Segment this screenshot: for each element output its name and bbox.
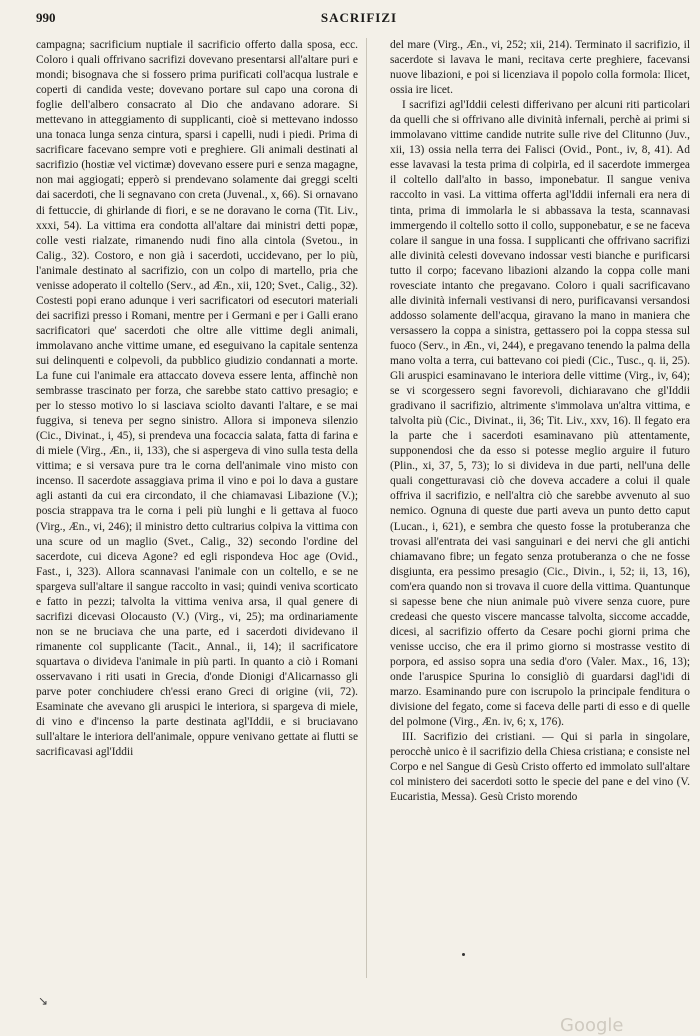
page-number: 990 [36,10,56,25]
ink-dot [462,953,465,956]
corner-mark: ↘ [38,994,49,1008]
left-column [36,38,358,760]
running-title: SACRIFIZI [320,10,398,25]
left-paragraph: campagna; sacrificium nuptiale il sacrificio offerto dalla sposa, ecc. Coloro i quali offrivano sacrifizi dovevano presentarsi all'altare puri e mondi; bisognava che si fossero prima purificati coll'acqua lustrale e coperti di candida veste; dovevano portare sul capo una corona di foglie dell'albero consacrato al Dio che andavano adorare. Si mettevano in atteggiamento di supplicanti, cioè si mettevano indosso una tonaca lunga senza cintura, sparsi i capelli, nudi i piedi. Prima di sacrificare facevano sempre voti e preghiere. Gli animali destinati al sacrifizio (hostiæ vel victimæ) dovevano essere puri e senza magagne, non mai aggiogati; epperò si prendevano solamente dai greggi scelti dai sacerdoti, che li segnavano con creta (Juvenal., x, 66). Si ornavano di fettuccie, di ghirlande di fiori, e se ne doravano le corna (Tit. Liv., xxxi, 54). La vittima era condotta all'altare dai ministri detti popæ, colle vesti rialzate, rimanendo nudi fino alla cintola (Svetou., in Calig., 32). Costoro, e non già i sacerdoti, uccidevano, per lo più, l'animale destinato al sacrifizio, con un colpo di martello, pria che venisse adoperato il coltello (Serv., ad Æn., xii, 120; Svet., Calig., 32). Costesti popi erano adunque i veri sacrificatori od esecutori materiali dei sacrifizi presso i Romani, mentre per i Germani e per i Galli erano sacrificatori que' sacerdoti che oltre alle vittime degli animali, immolavano anche vittime umane, ed eseguivano la capitale sentenza sui delinquenti e colpevoli, da pubblico giudizio condannati a morte. La fune cui l'animale era attaccato doveva essere lenta, affinchè non sembrasse trascinato per forza, che sarebbe stato cattivo presagio; e per lo stesso motivo lo si lasciava sciolto davanti l'altare, e se mai fuggiva, si teneva per segno sinistro. Allora si imponeva silenzio (Cic., Divinat., i, 45), si prendeva una focaccia salata, fatta di farina e di miele (Virg., Æn., ii, 133), che si aspergeva di vino sulla testa della vittima; e si versava pure tra le corna dell'animale vino misto con incenso. Il sacerdote assaggiava prima il vino e poi lo dava a gustare agli astanti da cui era circondato, il che chiamavasi Libazione (V.); poscia strappava tra le corna i peli più lunghi e li gettava al fuoco (Virg., Æn., vi, 246); il ministro detto cultrarius colpiva la vittima con una scure od un maglio (Svet., Calig., 32) secondo l'ordine del sacerdote, cui diceva Agone? ed egli rispondeva Hoc age (Ovid., Fast., i, 323). Allora scannavasi l'animale con un coltello, e se ne spargeva sull'altare il sangue raccolto in vasi; quindi veniva scorticato e fatto in pezzi; talvolta la vittima veniva arsa, il qual genere di sacrifizi dicevasi Olocausto (V.) (Virg., vi, 25); ma ordinariamente non se ne bruciava che una parte, ed i sacerdoti dividevano il rimanente col supplicante (Tacit., Annal., ii, 14); il sacrificatore squartava o divideva l'animale in più parti. In quanto a ciò i Romani osservavano i riti usati in Grecia, d'onde Dionigi d'Alicarnasso gli parve poter conchiudere ch'essi erano Greci di origine (vii, 72). Esaminate che avevano gli aruspici le interiora, si spargeva di miele, di vino e d'incenso la parte destinata agl'Iddii, e si bruciavano sull'altare le interiora dell'animale, oppure venivano gettate ai flutti se sacrificavasi agl'Iddii [36,39,358,759]
column-divider [366,38,367,978]
right-paragraph-2: I sacrifizi agl'Iddii celesti differivano per alcuni riti particolari da quelli che si offrivano alle divinità infernali, perchè ai primi si immolavano vittime candide nutrite sulle rive del Clitunno (Juv., xii, 13) ossia nella terra dei Falisci (Ovid., Pont., iv, 8, 41). Ad esse lavavasi la testa prima di colpirla, ed il sacerdote immergea il coltello dall'alto in basso, imponebatur. Il sangue veniva raccolto in vasi. La vittima offerta agl'Iddii infernali era nera di tinta, prima di immolarla le si abbassava la testa, scannavasi immergendo il coltello sotto il collo, supponebatur, e se ne faceva colare il sangue in una fossa. I supplicanti che offrivano sacrifizi alle divinità celesti dovevano indossar vesti bianche e purificarsi tutto il corpo; facevano libazioni alzando la coppa colle mani rovesciate intanto che pregavano. Coloro i quali sacrificavano alle divinità infernali vestivansi di nero, purificavansi versandosi addosso solamente dell'acqua, giravano la mano in maniera che versassero la coppa a sinistra, gettassero poi la coppa stessa sul fuoco (Serv., in Æn., vi, 244), e pregavano tenendo la palma della mano volta a terra, cui battevano coi piedi (Cic., Tusc., q. ii, 25). Gli aruspici esaminavano le interiora delle vittime (Virg., iv, 64); se vi scorgessero segni favorevoli, dichiaravano che gl'Iddii gradivano il sacrifizio, altrimente s'immolava un'altra vittima, e talvolta più (Cic., Divinat., ii, 36; Tit. Liv., xxv, 16). Il fegato era la parte che i sacerdoti esaminavano più attentamente, supponendosi che da esso si potesse meglio arguire il futuro (Plin., xi, 37, 5, 73); lo si divideva in due parti, nell'una delle quali congetturavasi ciò che doveva accadere a colui il quale offriva il sacrifizio, e nell'altra ciò che sarebbe avvenuto al suo nemico. Ognuna di queste due parti aveva un punto detto caput (Lucan., i, 621), e sembra che questo fosse la protuberanza che trovasi all'entrata dei vasi sanguinari e dei nervi che gli antichi chiamavano fibre; un fegato senza protuberanza o che ne fosse disgiunta, era pessimo presagio (Cic., Divin., i, 52; ii, 13, 16), com'era quando non si trovava il cuore della vittima. Quantunque si sapesse bene che niun animale può vivere senza cuore, pure credeasi che questo viscere mancasse talvolta, siccome accadde, dicesi, al sacrifizio offerto da Cesare pochi giorni prima che venisse ucciso, che era il primo giorno si mostrasse vestito di porpora, ed assiso sopra una sedia d'oro (Valer. Max., 16, 13); onde l'aruspice Spurina lo consigliò di guardarsi dagl'idi di marzo. Esaminando pure con iscrupolo la principale fenditura o divisione del fegato, come si faceva delle parti di esso e di quelle del polmone (Virg., Æn. iv, 6; x, 176). [390,99,690,729]
right-column [390,38,690,805]
watermark: Google [560,1015,624,1036]
page-header [36,10,682,34]
right-paragraph-1: del mare (Virg., Æn., vi, 252; xii, 214). Terminato il sacrifizio, il sacerdote si lavava le mani, recitava certe preghiere, facevansi nuove libazioni, e poi si licenziava il popolo colla formola: Ilicet, ossia ire licet. [390,39,690,97]
right-paragraph-3: III. Sacrifizio dei cristiani. — Qui si parla in singolare, perocchè unico è il sacrifizio della Chiesa cristiana; e consiste nel Corpo e nel Sangue di Gesù Cristo offerto ed immolato sull'altare col ministero dei sacerdoti sotto le specie del pane e del vino (V. Eucaristia, Messa). Gesù Cristo morendo [390,731,690,804]
